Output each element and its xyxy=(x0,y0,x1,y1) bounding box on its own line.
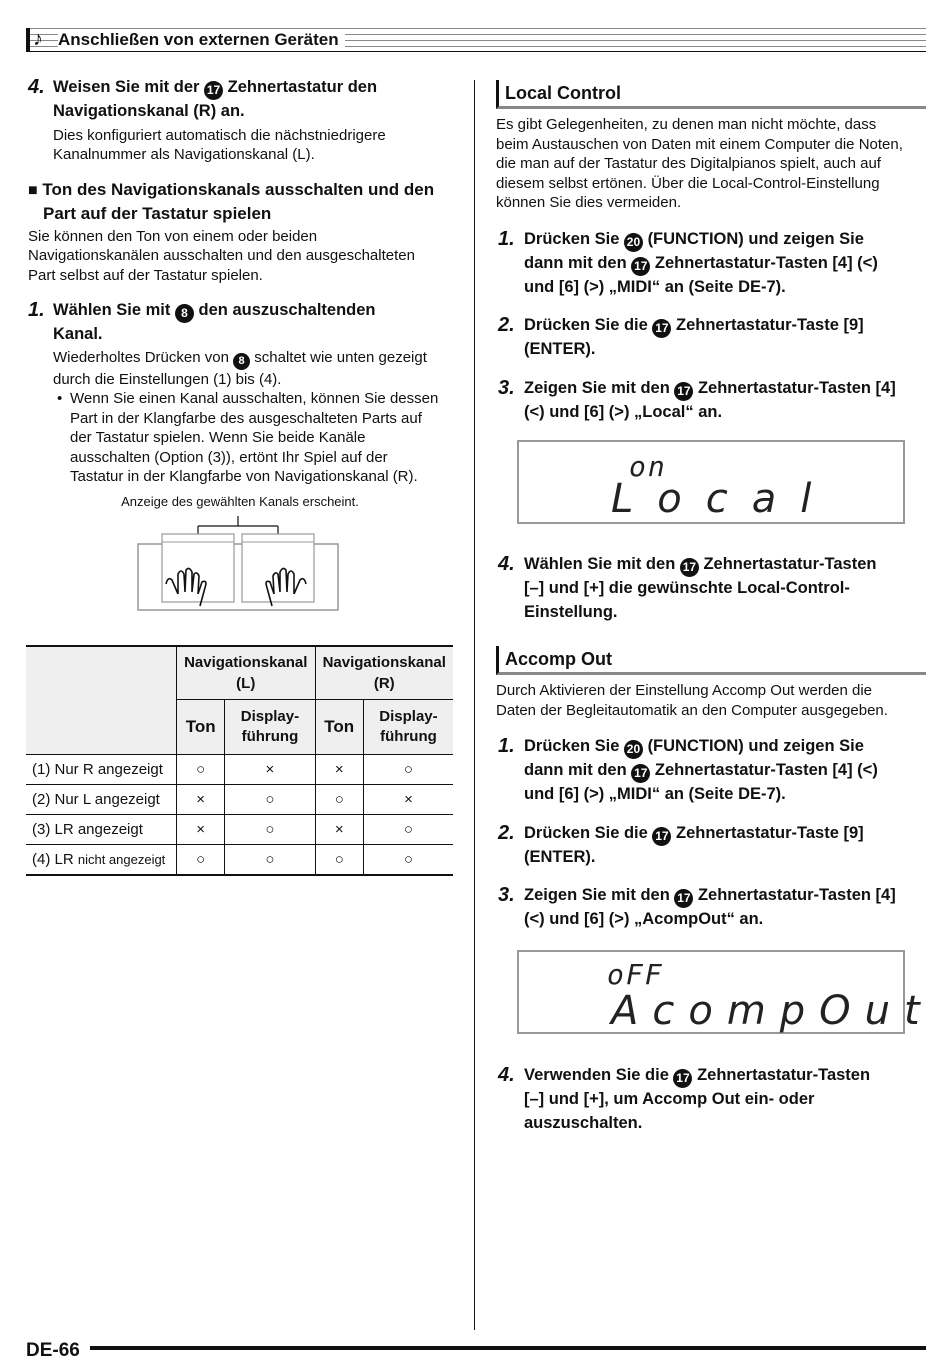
local-control-intro: Es gibt Gelegenheiten, zu denen man nicht möchte, dass beim Austauschen von Daten mit einem Computer die Noten, die man auf der Tastatur des Digitalpianos spielt, auch auf diesem selbst ertönen. Über die Local-Control-Einstellung können Sie dies vermeiden. xyxy=(496,116,903,211)
right-arrow-icon: > xyxy=(589,277,599,296)
step-number: 4. xyxy=(28,76,45,98)
local-step-4: 4. Wählen Sie mit den 17 Zehnertastatur-Tasten [–] und [+] die gewünschte Local-Control- Einstellung. xyxy=(498,553,877,621)
table-row: (4) LR nicht angezeigt ○ ○ ○ ○ xyxy=(26,845,453,876)
button-8-icon: 8 xyxy=(233,353,250,370)
button-17-icon: 17 xyxy=(652,827,671,846)
button-17-icon: 17 xyxy=(631,257,650,276)
header-bar xyxy=(26,28,30,52)
accomp-out-section xyxy=(496,646,926,932)
sub-heading: ■ Ton des Navigationskanals ausschalten und den Part auf der Tastatur spielen xyxy=(28,179,435,223)
page-header-title: Anschließen von externen Geräten xyxy=(58,30,345,50)
step-1-description: Wiederholtes Drücken von 8 schaltet wie unten gezeigt durch die Einstellungen (1) bis (4). xyxy=(53,348,427,388)
step-4-description: Dies konfiguriert automatisch die nächstniedrigere Kanalnummer als Navigationskanal (L). xyxy=(53,126,386,163)
table-row: (1) Nur R angezeigt ○ × × ○ xyxy=(26,755,453,785)
bullet-note: • Wenn Sie einen Kanal ausschalten, können Sie dessen Part in der Klangfarbe des ausgeschalteten Parts auf der Tastatur spielen. Wenn Sie beide Kanäle ausschalten (Option (3)), ertönt Ihr Spiel auf der Tastatur in der Klangfarbe von Navigationskanal (R). xyxy=(57,390,439,485)
table-row: (2) Nur L angezeigt × ○ ○ × xyxy=(26,785,453,815)
bullet-dot: • xyxy=(57,390,63,407)
table-corner-cell xyxy=(26,646,177,755)
button-20-icon: 20 xyxy=(624,233,643,252)
local-step-3: 3. Zeigen Sie mit den 17 Zehnertastatur-Tasten [4] (<) und [6] (>) „Local“ an. xyxy=(498,376,896,421)
left-arrow-icon: < xyxy=(529,910,540,928)
step-number: 2. xyxy=(498,821,515,844)
button-17-icon: 17 xyxy=(673,1069,692,1088)
button-17-icon: 17 xyxy=(631,764,650,783)
column-divider xyxy=(474,80,475,1330)
accomp-step-1: 1. Drücken Sie 20 (FUNCTION) und zeigen Sie dann mit den 17 Zehnertastatur-Tasten [4] (<) und [6] (>) „MIDI“ an (Seite DE-7). xyxy=(498,735,878,803)
step-number: 1. xyxy=(498,735,515,757)
lcd-display-accomp-out xyxy=(517,950,934,1034)
lcd-small-text: oFF xyxy=(607,958,664,991)
channel-settings-table xyxy=(26,645,453,876)
left-arrow-icon: < xyxy=(529,402,540,421)
step-number: 1. xyxy=(498,227,515,250)
music-note-icon: ♪ xyxy=(33,28,43,50)
local-step-1: 1. Drücken Sie 20 (FUNCTION) und zeigen Sie dann mit den 17 Zehnertastatur-Tasten [4] (<) und [6] (>) „MIDI“ an (Seite DE-7). xyxy=(498,227,878,296)
hands-on-keyboard-illustration xyxy=(136,514,342,614)
local-step-2: 2. Drücken Sie die 17 Zehnertastatur-Taste [9] (ENTER). xyxy=(498,314,864,358)
section-heading-local-control: Local Control xyxy=(496,80,926,109)
table-subheader-ton: Ton xyxy=(177,700,225,755)
button-17-icon: 17 xyxy=(652,319,671,338)
left-arrow-icon: < xyxy=(862,761,873,779)
step-4-instruction: Weisen Sie mit der 17 Zehnertastatur den Navigationskanal (R) an. xyxy=(53,78,378,120)
section-heading-accomp-out: Accomp Out xyxy=(496,646,926,675)
local-control-section xyxy=(496,80,926,424)
button-17-icon: 17 xyxy=(204,81,223,100)
button-20-icon: 20 xyxy=(624,740,643,759)
table-header-left-channel: Navigationskanal (L) xyxy=(177,646,316,700)
right-arrow-icon: > xyxy=(589,785,599,803)
accomp-step-3: 3. Zeigen Sie mit den 17 Zehnertastatur-Tasten [4] (<) und [6] (>) „AcompOut“ an. xyxy=(498,884,896,928)
step-number: 3. xyxy=(498,884,515,906)
table-row: (3) LR angezeigt × ○ × ○ xyxy=(26,815,453,845)
accomp-step-4: 4. Verwenden Sie die 17 Zehnertastatur-Tasten [–] und [+], um Accomp Out ein- oder auszuschalten. xyxy=(498,1064,871,1132)
step-number: 1. xyxy=(28,299,45,321)
lcd-big-text: AcompOut xyxy=(611,988,934,1034)
left-column xyxy=(28,76,468,487)
right-arrow-icon: > xyxy=(614,910,624,928)
step-number: 2. xyxy=(498,314,515,336)
table-header-right-channel: Navigationskanal (R) xyxy=(315,646,453,700)
lcd-display-local xyxy=(517,440,905,524)
step-1-instruction: Wählen Sie mit 8 den auszuschaltenden Kanal. xyxy=(53,301,376,343)
lcd-big-text: Local xyxy=(611,476,836,522)
page-number: DE-66 xyxy=(26,1340,80,1361)
right-arrow-icon: > xyxy=(614,402,624,421)
button-8-icon: 8 xyxy=(175,304,194,323)
table-subheader-display: Display- führung xyxy=(363,700,453,755)
figure-caption: Anzeige des gewählten Kanals erscheint. xyxy=(121,494,359,509)
step-number: 4. xyxy=(498,1064,515,1086)
footer-rule xyxy=(90,1346,926,1350)
accomp-out-intro: Durch Aktivieren der Einstellung Accomp Out werden die Daten der Begleitautomatik an den Computer ausgegeben. xyxy=(496,682,888,719)
lcd-small-text: on xyxy=(629,450,667,483)
table-subheader-ton: Ton xyxy=(315,700,363,755)
square-bullet-icon: ■ xyxy=(28,181,38,199)
button-17-icon: 17 xyxy=(674,382,693,401)
table-subheader-display: Display- führung xyxy=(225,700,315,755)
intro-paragraph: Sie können den Ton von einem oder beiden Navigationskanälen ausschalten und den ausgeschalteten Part selbst auf der Tastatur spielen. xyxy=(28,227,415,284)
accomp-step-2: 2. Drücken Sie die 17 Zehnertastatur-Taste [9] (ENTER). xyxy=(498,821,864,866)
step-number: 3. xyxy=(498,376,515,399)
button-17-icon: 17 xyxy=(674,889,693,908)
left-arrow-icon: < xyxy=(862,253,873,272)
step-number: 4. xyxy=(498,553,515,575)
button-17-icon: 17 xyxy=(680,558,699,577)
